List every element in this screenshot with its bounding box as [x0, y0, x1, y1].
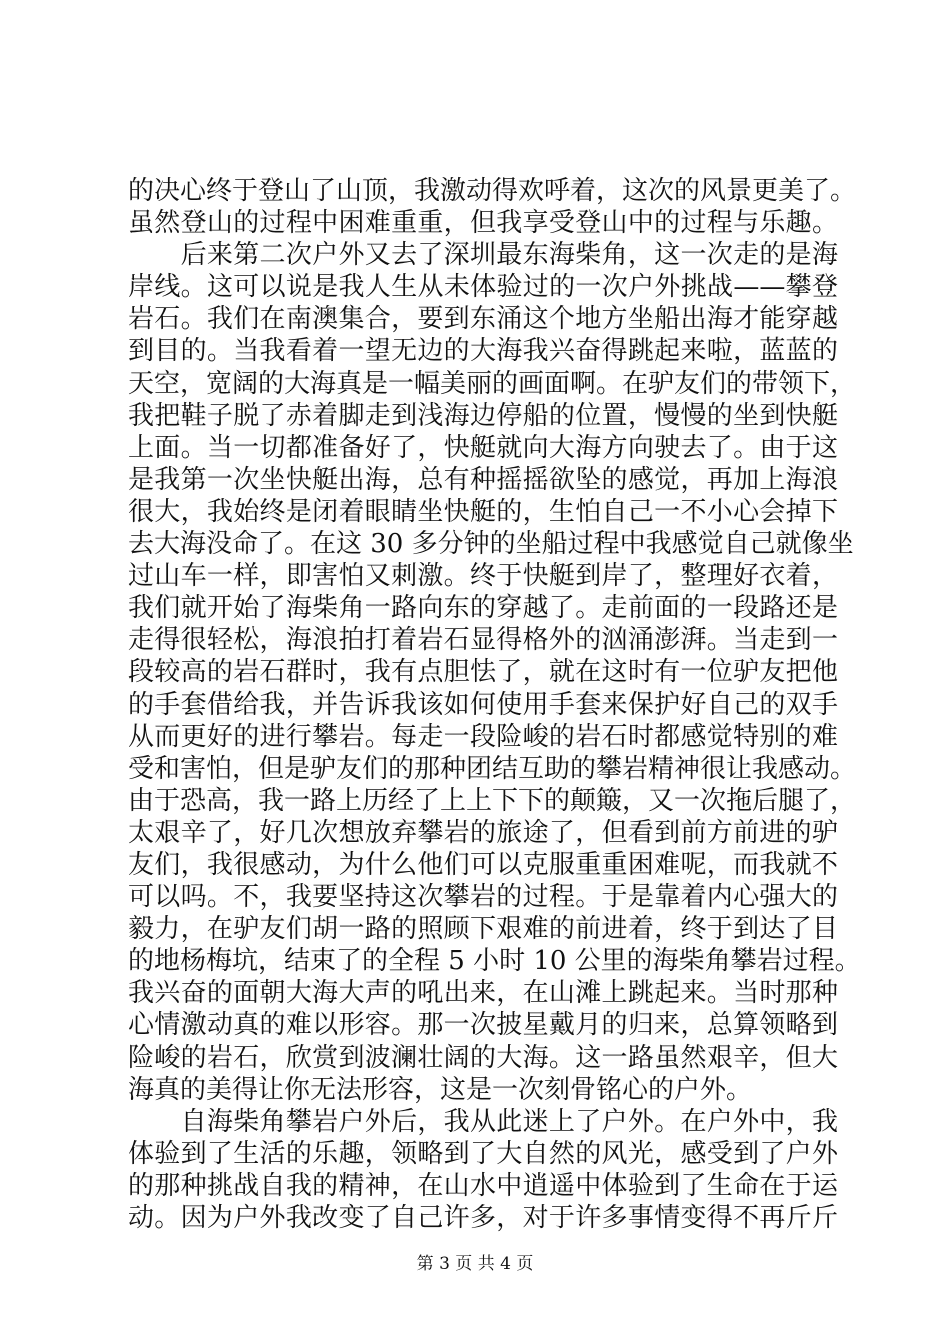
- text-line: 受和害怕，但是驴友们的那种团结互助的攀岩精神很让我感动。: [128, 753, 857, 784]
- text-line: 岩石。我们在南澳集合，要到东涌这个地方坐船出海才能穿越: [128, 304, 838, 335]
- text-line: 自海柴角攀岩户外后，我从此迷上了户外。在户外中，我: [128, 1106, 838, 1137]
- text-line: 的那种挑战自我的精神，在山水中逍遥中体验到了生命在于运: [128, 1170, 838, 1201]
- text-line: 动。因为户外我改变了自己许多，对于许多事情变得不再斤斤: [128, 1203, 838, 1233]
- text-line: 太艰辛了，好几次想放弃攀岩的旅途了，但看到前方前进的驴: [128, 817, 838, 848]
- text-line: 心情激动真的难以形容。那一次披星戴月的归来，总算领略到: [128, 1010, 838, 1041]
- text-line: 的地杨梅坑，结束了的全程 5 小时 10 公里的海柴角攀岩过程。: [128, 946, 861, 977]
- text-line: 岸线。这可以说是我人生从未体验过的一次户外挑战——攀登: [128, 272, 838, 303]
- text-line: 我兴奋的面朝大海大声的吼出来，在山滩上跳起来。当时那种: [128, 978, 838, 1009]
- text-line: 上面。当一切都准备好了，快艇就向大海方向驶去了。由于这: [128, 432, 838, 463]
- text-line-paragraph-end: 海真的美得让你无法形容，这是一次刻骨铭心的户外。: [128, 1074, 753, 1105]
- text-line: 的决心终于登山了山顶，我激动得欢呼着，这次的风景更美了。: [128, 176, 857, 206]
- text-line: 到目的。当我看着一望无边的大海我兴奋得跳起来啦，蓝蓝的: [128, 336, 838, 367]
- document-body: [128, 175, 861, 1234]
- text-line: 我把鞋子脱了赤着脚走到浅海边停船的位置，慢慢的坐到快艇: [128, 400, 838, 431]
- text-line: 从而更好的进行攀岩。每走一段险峻的岩石时都感觉特别的难: [128, 721, 838, 752]
- text-line: 走得很轻松，海浪拍打着岩石显得格外的汹涌澎湃。当走到一: [128, 625, 838, 656]
- text-line: 可以吗。不，我要坚持这次攀岩的过程。于是靠着内心强大的: [128, 882, 838, 913]
- text-line: 由于恐高，我一路上历经了上上下下的颠簸，又一次拖后腿了，: [128, 785, 857, 816]
- text-line: 友们，我很感动，为什么他们可以克服重重困难呢，而我就不: [128, 849, 838, 880]
- page-footer: 第 3 页 共 4 页: [416, 1254, 534, 1274]
- text-line: 我们就开始了海柴角一路向东的穿越了。走前面的一段路还是: [128, 593, 838, 624]
- text-line: 过山车一样，即害怕又刺激。终于快艇到岸了，整理好衣着，: [128, 561, 838, 592]
- text-line: 天空，宽阔的大海真是一幅美丽的画面啊。在驴友们的带领下，: [128, 368, 857, 399]
- text-line: 后来第二次户外又去了深圳最东海柴角，这一次走的是海: [128, 240, 838, 271]
- text-line: 的手套借给我，并告诉我该如何使用手套来保护好自己的双手: [128, 689, 838, 720]
- text-line: 去大海没命了。在这 30 多分钟的坐船过程中我感觉自己就像坐: [128, 529, 854, 560]
- text-line: 段较高的岩石群时，我有点胆怯了，就在这时有一位驴友把他: [128, 657, 838, 688]
- text-line: 是我第一次坐快艇出海，总有种摇摇欲坠的感觉，再加上海浪: [128, 464, 838, 495]
- text-line: 险峻的岩石，欣赏到波澜壮阔的大海。这一路虽然艰辛，但大: [128, 1042, 838, 1073]
- text-line: 毅力，在驴友们胡一路的照顾下艰难的前进着，终于到达了目: [128, 914, 838, 945]
- text-line: 虽然登山的过程中困难重重，但我享受登山中的过程与乐趣。: [128, 208, 838, 239]
- text-line: 体验到了生活的乐趣，领略到了大自然的风光，感受到了户外: [128, 1138, 838, 1169]
- text-line: 很大，我始终是闭着眼睛坐快艇的，生怕自己一不小心会掉下: [128, 496, 838, 527]
